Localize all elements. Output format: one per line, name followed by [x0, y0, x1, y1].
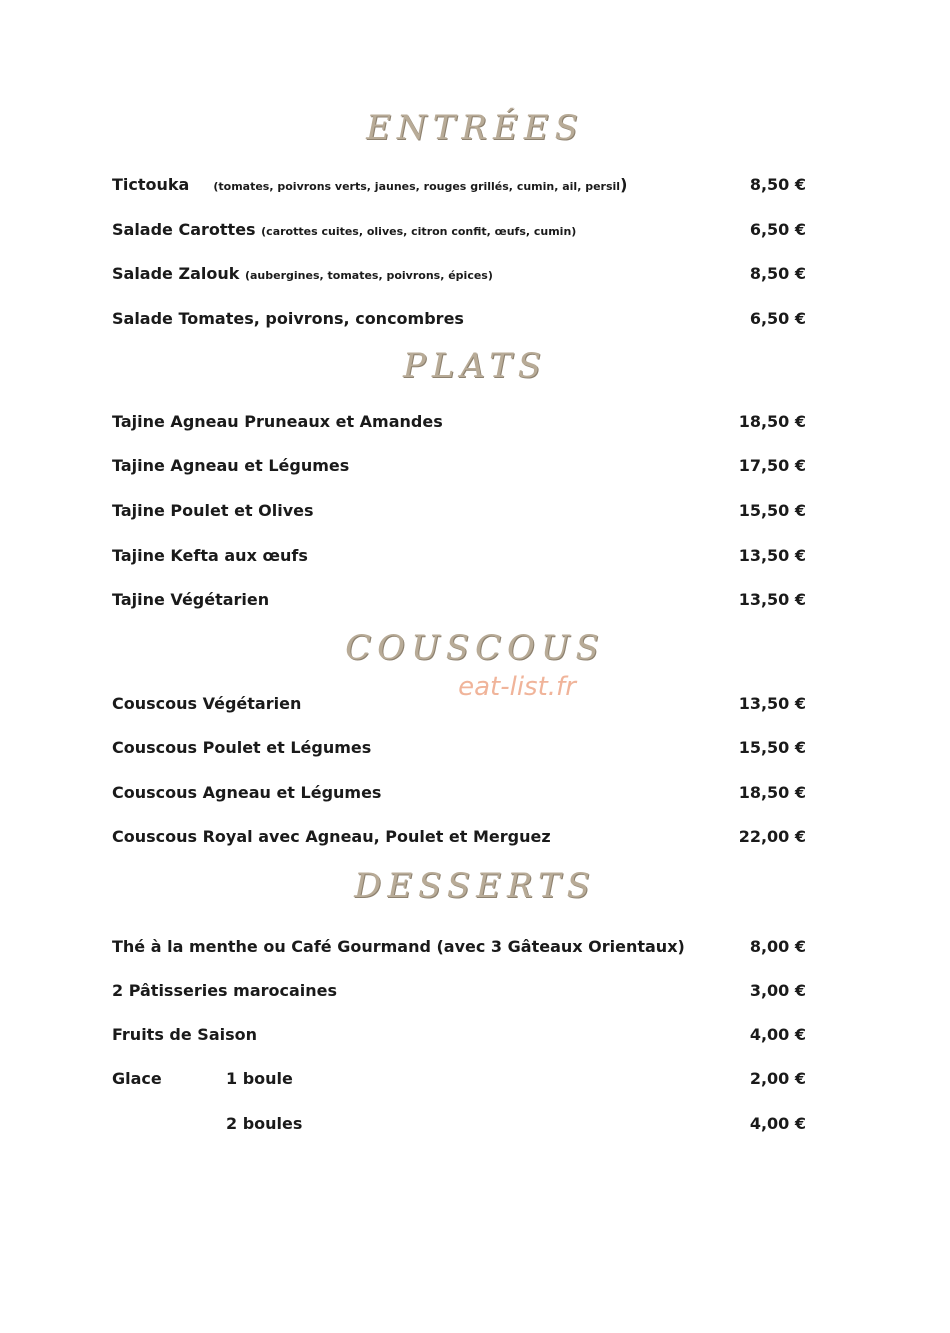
item-name: Couscous Végétarien	[112, 694, 302, 713]
item-price: 13,50 €	[738, 546, 806, 565]
item-name: Salade Carottes	[112, 220, 256, 239]
item-variant: 1 boule	[226, 1069, 293, 1088]
item-price: 4,00 €	[749, 1114, 806, 1133]
item-name: Salade Zalouk	[112, 264, 240, 283]
menu-item	[112, 309, 806, 333]
menu-item	[112, 783, 806, 807]
item-name: Couscous Poulet et Légumes	[112, 738, 372, 757]
section-title-couscous: COUSCOUS	[345, 628, 605, 668]
section-title-entrees: ENTRÉES	[366, 108, 584, 148]
section-title-desserts: DESSERTS	[354, 866, 596, 906]
item-price: 15,50 €	[738, 738, 806, 757]
item-name: Salade Tomates, poivrons, concombres	[112, 309, 464, 328]
item-name: Tajine Kefta aux œufs	[112, 546, 308, 565]
item-name: Tajine Végétarien	[112, 590, 270, 609]
menu-item	[112, 501, 806, 525]
menu-item	[112, 175, 806, 199]
item-price: 13,50 €	[738, 590, 806, 609]
item-name: Tictouka	[112, 175, 190, 194]
item-variant: 2 boules	[226, 1114, 303, 1133]
section-title-plats: PLATS	[402, 346, 548, 386]
item-price: 6,50 €	[749, 309, 806, 328]
item-description: (aubergines, tomates, poivrons, épices)	[244, 269, 493, 282]
item-price: 13,50 €	[738, 694, 806, 713]
menu-item	[112, 1069, 806, 1093]
item-price: 22,00 €	[738, 827, 806, 846]
item-description-close: )	[620, 175, 628, 194]
menu-item	[112, 694, 806, 718]
menu-item	[112, 220, 806, 244]
item-name: Glace	[112, 1069, 162, 1088]
menu-item	[112, 937, 806, 961]
item-price: 17,50 €	[738, 456, 806, 475]
item-name: Thé à la menthe ou Café Gourmand (avec 3 Gâteaux Orientaux)	[112, 937, 685, 956]
item-price: 8,00 €	[749, 937, 806, 956]
menu-item	[112, 1114, 806, 1138]
item-description: (tomates, poivrons verts, jaunes, rouges grillés, cumin, ail, persil	[213, 180, 621, 193]
item-description: (carottes cuites, olives, citron confit, œufs, cumin)	[261, 225, 577, 238]
item-price: 8,50 €	[749, 175, 806, 194]
menu-item	[112, 590, 806, 614]
item-name: Fruits de Saison	[112, 1025, 257, 1044]
item-price: 4,00 €	[749, 1025, 806, 1044]
item-name: Couscous Royal avec Agneau, Poulet et Merguez	[112, 827, 551, 846]
menu-item	[112, 827, 806, 851]
watermark: eat-list.fr	[458, 672, 576, 702]
item-price: 18,50 €	[738, 783, 806, 802]
item-name: 2 Pâtisseries marocaines	[112, 981, 338, 1000]
menu-item	[112, 738, 806, 762]
item-price: 2,00 €	[749, 1069, 806, 1088]
item-price: 6,50 €	[749, 220, 806, 239]
item-price: 18,50 €	[738, 412, 806, 431]
item-name: Tajine Poulet et Olives	[112, 501, 314, 520]
menu-item	[112, 981, 806, 1005]
item-price: 15,50 €	[738, 501, 806, 520]
item-name: Tajine Agneau Pruneaux et Amandes	[112, 412, 443, 431]
menu-item	[112, 412, 806, 436]
item-price: 8,50 €	[749, 264, 806, 283]
item-price: 3,00 €	[749, 981, 806, 1000]
menu-item	[112, 546, 806, 570]
item-name: Couscous Agneau et Légumes	[112, 783, 382, 802]
menu-item	[112, 264, 806, 288]
menu-item	[112, 1025, 806, 1049]
item-name: Tajine Agneau et Légumes	[112, 456, 350, 475]
menu-item	[112, 456, 806, 480]
